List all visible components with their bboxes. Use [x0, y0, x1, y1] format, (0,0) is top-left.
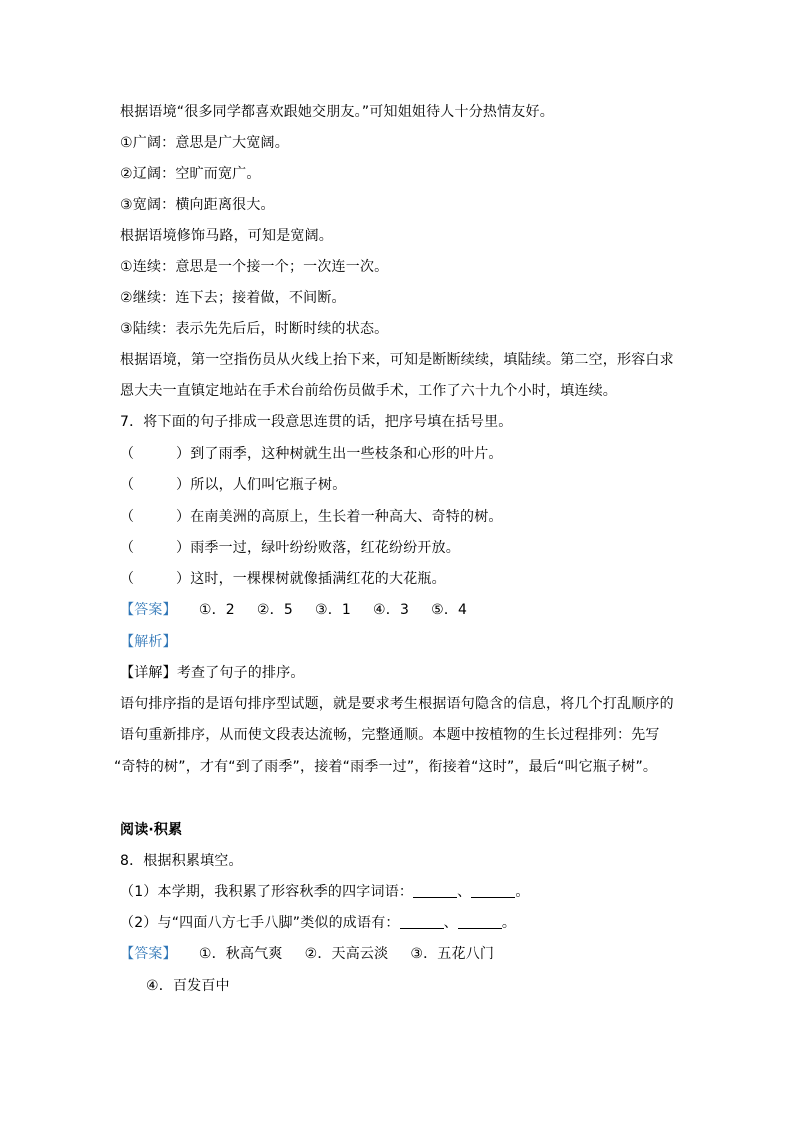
- answer-item: ⑤．4: [431, 602, 468, 618]
- sentence-text: 在南美洲的高原上，生长着一种高大、奇特的树。: [190, 509, 503, 525]
- sentence-row: [120, 475, 346, 495]
- sentence-row: [120, 507, 503, 527]
- answer-item: ②．5: [256, 602, 293, 618]
- separator: 、: [457, 884, 472, 900]
- answer-item: ③．五花八门: [410, 946, 495, 962]
- question-8-title: 8．根据积累填空。: [120, 853, 243, 869]
- answer-blank: [458, 914, 502, 929]
- paren-close: ）: [176, 509, 191, 525]
- answer-item: ①．2: [198, 602, 235, 618]
- answer-blank: [400, 914, 444, 929]
- question-8-sub2: [120, 913, 516, 933]
- paren-open: （: [120, 540, 135, 556]
- detail-line: [120, 663, 305, 683]
- separator: 、: [443, 915, 458, 931]
- paren-close: ）: [176, 571, 191, 587]
- sentence-text: 所以，人们叫它瓶子树。: [190, 477, 347, 493]
- sentence-end: 。: [501, 915, 517, 931]
- text-line: 根据语境，第一空指伤员从火线上抬下来，可知是断断续续，填陆续。第二空，形容白求: [120, 352, 674, 368]
- sub-prefix: （2）与“四面八方七手八脚”类似的成语有：: [120, 915, 400, 931]
- paren-open: （: [120, 477, 135, 493]
- answer-item: ④．3: [373, 602, 410, 618]
- text-line: ③陆续：表示先先后后，时断时续的状态。: [120, 321, 389, 337]
- answer-line: [120, 600, 467, 620]
- answer-item: ②．天高云淡: [304, 946, 389, 962]
- sentence-text: 这时，一棵棵树就像插满红花的大花瓶。: [190, 571, 446, 587]
- text-line: ①连续：意思是一个接一个；一次连一次。: [120, 259, 389, 275]
- explain-line: 语句重新排序，从而使文段表达流畅，完整通顺。本题中按植物的生长过程排列：先写: [120, 727, 660, 743]
- detail-text: 考查了句子的排序。: [176, 665, 305, 681]
- text-line: ①广阔：意思是广大宽阔。: [120, 135, 289, 151]
- detail-tag: 【详解】: [120, 665, 177, 681]
- answer-tag: 【答案】: [120, 946, 177, 962]
- sentence-row: [120, 538, 460, 558]
- text-line: ②辽阔：空旷而宽广。: [120, 166, 261, 182]
- explain-line: 语句排序指的是语句排序型试题，就是要求考生根据语句隐含的信息，将几个打乱顺序的: [120, 696, 674, 712]
- sub-prefix: （1）本学期，我积累了形容秋季的四字词语：: [120, 884, 414, 900]
- text-line: ③宽阔：横向距离很大。: [120, 197, 275, 213]
- answer-line: [120, 944, 494, 964]
- paren-open: （: [120, 509, 135, 525]
- question-7-title: 7．将下面的句子排成一段意思连贯的话，把序号填在括号里。: [120, 414, 513, 430]
- sentence-text: 到了雨季，这种树就生出一些枝条和心形的叶片。: [190, 446, 503, 462]
- paren-close: ）: [176, 540, 191, 556]
- text-line: ②继续：连下去；接着做，不间断。: [120, 290, 346, 306]
- answer-item: ④．百发百中: [146, 978, 230, 994]
- answer-tag: 【答案】: [120, 602, 177, 618]
- sentence-text: 雨季一过，绿叶纷纷败落，红花纷纷开放。: [190, 540, 461, 556]
- paren-open: （: [120, 571, 135, 587]
- sentence-row: [120, 569, 446, 589]
- text-line: 根据语境修饰马路，可知是宽阔。: [120, 228, 333, 244]
- paren-open: （: [120, 446, 135, 462]
- text-line: 根据语境“很多同学都喜欢跟她交朋友。”可知姐姐待人十分热情友好。: [120, 104, 554, 120]
- paren-close: ）: [176, 477, 191, 493]
- paren-close: ）: [176, 446, 191, 462]
- question-8-sub1: [120, 882, 530, 902]
- section-heading: 阅读·积累: [120, 822, 183, 838]
- answer-item: ③．1: [314, 602, 351, 618]
- explain-line: “奇特的树”，才有“到了雨季”，接着“雨季一过”，衔接着“这时”，最后“叫它瓶子树”。: [114, 759, 658, 775]
- answer-item: ①．秋高气爽: [198, 946, 283, 962]
- sentence-end: 。: [515, 884, 530, 900]
- text-line: 恩大夫一直镇定地站在手术台前给伤员做手术，工作了六十九个小时，填连续。: [120, 383, 617, 399]
- sentence-row: [120, 444, 503, 464]
- analysis-tag: 【解析】: [120, 634, 177, 650]
- answer-blank: [471, 883, 515, 898]
- answer-blank: [413, 883, 457, 898]
